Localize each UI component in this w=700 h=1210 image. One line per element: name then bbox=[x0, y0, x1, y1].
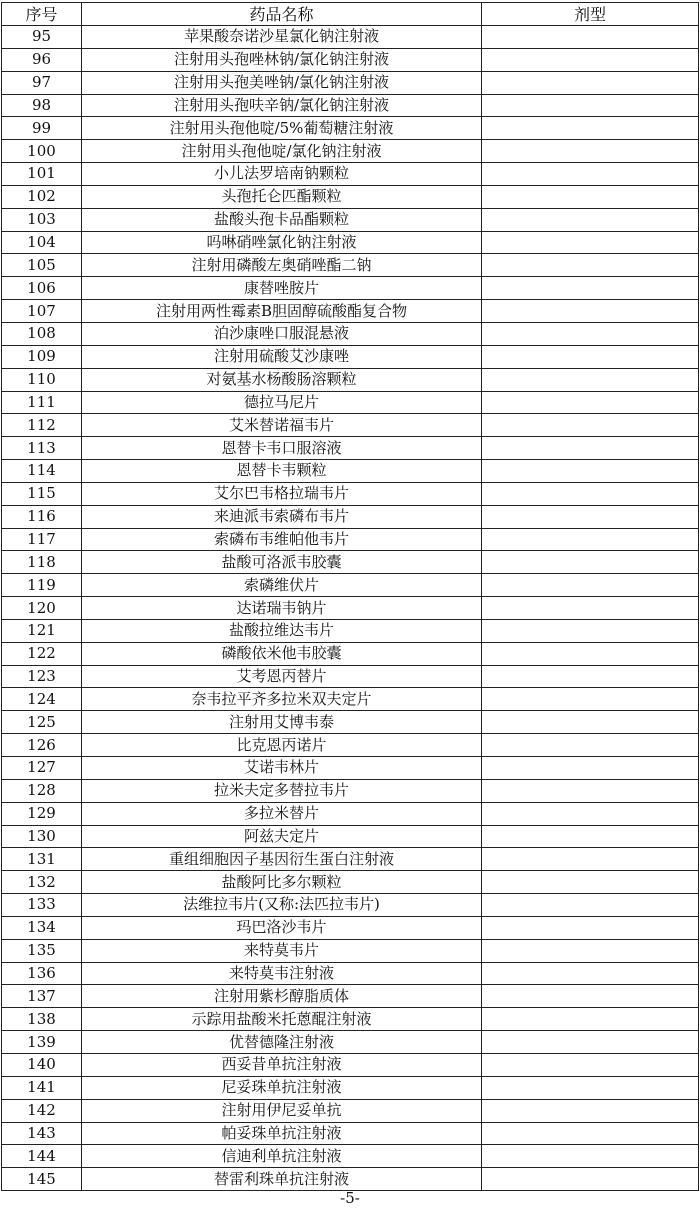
cell-drug-name: 拉米夫定多替拉韦片 bbox=[82, 779, 482, 802]
table-row bbox=[2, 94, 699, 117]
table-row bbox=[2, 779, 699, 802]
cell-drug-name: 注射用头孢呋辛钠/氯化钠注射液 bbox=[82, 94, 482, 117]
cell-serial-number: 117 bbox=[2, 528, 82, 551]
table-row bbox=[2, 894, 699, 917]
cell-dosage-form bbox=[482, 254, 699, 277]
table-row bbox=[2, 231, 699, 254]
cell-serial-number: 138 bbox=[2, 1008, 82, 1031]
cell-dosage-form bbox=[482, 962, 699, 985]
cell-drug-name: 尼妥珠单抗注射液 bbox=[82, 1076, 482, 1099]
cell-dosage-form bbox=[482, 985, 699, 1008]
cell-serial-number: 135 bbox=[2, 939, 82, 962]
table-row bbox=[2, 757, 699, 780]
cell-drug-name: 优替德隆注射液 bbox=[82, 1031, 482, 1054]
page-number: -5- bbox=[340, 1189, 360, 1207]
cell-drug-name: 盐酸头孢卡品酯颗粒 bbox=[82, 208, 482, 231]
cell-drug-name: 德拉马尼片 bbox=[82, 391, 482, 414]
cell-drug-name: 比克恩丙诺片 bbox=[82, 734, 482, 757]
cell-drug-name: 来迪派韦索磷布韦片 bbox=[82, 505, 482, 528]
header-serial-number: 序号 bbox=[2, 3, 82, 26]
table-row bbox=[2, 505, 699, 528]
cell-serial-number: 133 bbox=[2, 894, 82, 917]
cell-serial-number: 129 bbox=[2, 802, 82, 825]
cell-drug-name: 注射用头孢美唑钠/氯化钠注射液 bbox=[82, 71, 482, 94]
cell-drug-name: 达诺瑞韦钠片 bbox=[82, 597, 482, 620]
cell-drug-name: 磷酸依米他韦胶囊 bbox=[82, 642, 482, 665]
cell-serial-number: 136 bbox=[2, 962, 82, 985]
cell-dosage-form bbox=[482, 460, 699, 483]
cell-dosage-form bbox=[482, 597, 699, 620]
cell-serial-number: 137 bbox=[2, 985, 82, 1008]
cell-serial-number: 131 bbox=[2, 848, 82, 871]
cell-dosage-form bbox=[482, 871, 699, 894]
cell-drug-name: 注射用紫杉醇脂质体 bbox=[82, 985, 482, 1008]
cell-drug-name: 注射用伊尼妥单抗 bbox=[82, 1099, 482, 1122]
cell-dosage-form bbox=[482, 71, 699, 94]
cell-serial-number: 124 bbox=[2, 688, 82, 711]
table-row bbox=[2, 711, 699, 734]
cell-dosage-form bbox=[482, 277, 699, 300]
table-row bbox=[2, 117, 699, 140]
cell-dosage-form bbox=[482, 779, 699, 802]
cell-drug-name: 小儿法罗培南钠颗粒 bbox=[82, 163, 482, 186]
cell-serial-number: 108 bbox=[2, 322, 82, 345]
drug-list-table bbox=[1, 2, 699, 1191]
cell-drug-name: 对氨基水杨酸肠溶颗粒 bbox=[82, 368, 482, 391]
table-row bbox=[2, 1008, 699, 1031]
table-row bbox=[2, 208, 699, 231]
cell-serial-number: 104 bbox=[2, 231, 82, 254]
table-row bbox=[2, 825, 699, 848]
cell-serial-number: 127 bbox=[2, 757, 82, 780]
cell-dosage-form bbox=[482, 825, 699, 848]
cell-dosage-form bbox=[482, 231, 699, 254]
cell-dosage-form bbox=[482, 1122, 699, 1145]
cell-dosage-form bbox=[482, 802, 699, 825]
table-row bbox=[2, 163, 699, 186]
cell-drug-name: 信迪利单抗注射液 bbox=[82, 1145, 482, 1168]
cell-serial-number: 134 bbox=[2, 916, 82, 939]
table-row bbox=[2, 277, 699, 300]
cell-dosage-form bbox=[482, 505, 699, 528]
cell-dosage-form bbox=[482, 711, 699, 734]
table-row bbox=[2, 962, 699, 985]
table-body bbox=[2, 26, 699, 1191]
cell-serial-number: 139 bbox=[2, 1031, 82, 1054]
cell-drug-name: 盐酸阿比多尔颗粒 bbox=[82, 871, 482, 894]
cell-drug-name: 注射用艾博韦泰 bbox=[82, 711, 482, 734]
table-row bbox=[2, 734, 699, 757]
cell-dosage-form bbox=[482, 1168, 699, 1191]
cell-dosage-form bbox=[482, 1099, 699, 1122]
cell-dosage-form bbox=[482, 414, 699, 437]
table-row bbox=[2, 391, 699, 414]
cell-serial-number: 118 bbox=[2, 551, 82, 574]
cell-serial-number: 99 bbox=[2, 117, 82, 140]
cell-serial-number: 100 bbox=[2, 140, 82, 163]
cell-drug-name: 来特莫韦注射液 bbox=[82, 962, 482, 985]
cell-drug-name: 奈韦拉平齐多拉米双夫定片 bbox=[82, 688, 482, 711]
cell-serial-number: 144 bbox=[2, 1145, 82, 1168]
cell-serial-number: 130 bbox=[2, 825, 82, 848]
table-row bbox=[2, 642, 699, 665]
cell-dosage-form bbox=[482, 208, 699, 231]
table-row bbox=[2, 985, 699, 1008]
cell-drug-name: 注射用硫酸艾沙康唑 bbox=[82, 345, 482, 368]
table-row bbox=[2, 848, 699, 871]
cell-dosage-form bbox=[482, 48, 699, 71]
table-header-row bbox=[2, 3, 699, 26]
cell-serial-number: 95 bbox=[2, 26, 82, 49]
cell-serial-number: 125 bbox=[2, 711, 82, 734]
cell-drug-name: 艾米替诺福韦片 bbox=[82, 414, 482, 437]
cell-drug-name: 帕妥珠单抗注射液 bbox=[82, 1122, 482, 1145]
table-row bbox=[2, 1031, 699, 1054]
cell-dosage-form bbox=[482, 551, 699, 574]
cell-dosage-form bbox=[482, 26, 699, 49]
table-row bbox=[2, 1168, 699, 1191]
cell-drug-name: 注射用头孢他啶/氯化钠注射液 bbox=[82, 140, 482, 163]
cell-serial-number: 132 bbox=[2, 871, 82, 894]
cell-dosage-form bbox=[482, 300, 699, 323]
cell-serial-number: 96 bbox=[2, 48, 82, 71]
table-row bbox=[2, 802, 699, 825]
cell-dosage-form bbox=[482, 757, 699, 780]
cell-serial-number: 141 bbox=[2, 1076, 82, 1099]
table-row bbox=[2, 1053, 699, 1076]
cell-serial-number: 105 bbox=[2, 254, 82, 277]
cell-serial-number: 143 bbox=[2, 1122, 82, 1145]
cell-dosage-form bbox=[482, 848, 699, 871]
cell-dosage-form bbox=[482, 368, 699, 391]
cell-serial-number: 112 bbox=[2, 414, 82, 437]
cell-drug-name: 盐酸拉维达韦片 bbox=[82, 619, 482, 642]
cell-dosage-form bbox=[482, 916, 699, 939]
cell-drug-name: 多拉米替片 bbox=[82, 802, 482, 825]
cell-drug-name: 重组细胞因子基因衍生蛋白注射液 bbox=[82, 848, 482, 871]
table-row bbox=[2, 528, 699, 551]
cell-drug-name: 康替唑胺片 bbox=[82, 277, 482, 300]
cell-dosage-form bbox=[482, 574, 699, 597]
cell-drug-name: 法维拉韦片(又称:法匹拉韦片) bbox=[82, 894, 482, 917]
table-row bbox=[2, 551, 699, 574]
table-row bbox=[2, 254, 699, 277]
cell-drug-name: 盐酸可洛派韦胶囊 bbox=[82, 551, 482, 574]
cell-serial-number: 126 bbox=[2, 734, 82, 757]
cell-drug-name: 注射用磷酸左奥硝唑酯二钠 bbox=[82, 254, 482, 277]
cell-dosage-form bbox=[482, 1076, 699, 1099]
cell-dosage-form bbox=[482, 528, 699, 551]
cell-serial-number: 103 bbox=[2, 208, 82, 231]
cell-serial-number: 106 bbox=[2, 277, 82, 300]
cell-drug-name: 替雷利珠单抗注射液 bbox=[82, 1168, 482, 1191]
table-row bbox=[2, 414, 699, 437]
cell-serial-number: 123 bbox=[2, 665, 82, 688]
cell-dosage-form bbox=[482, 391, 699, 414]
table-row bbox=[2, 322, 699, 345]
cell-serial-number: 140 bbox=[2, 1053, 82, 1076]
cell-drug-name: 来特莫韦片 bbox=[82, 939, 482, 962]
cell-dosage-form bbox=[482, 1031, 699, 1054]
cell-dosage-form bbox=[482, 163, 699, 186]
table-row bbox=[2, 1099, 699, 1122]
cell-serial-number: 113 bbox=[2, 437, 82, 460]
table-row bbox=[2, 916, 699, 939]
cell-dosage-form bbox=[482, 894, 699, 917]
cell-drug-name: 索磷布韦维帕他韦片 bbox=[82, 528, 482, 551]
table-row bbox=[2, 939, 699, 962]
table-row bbox=[2, 71, 699, 94]
table-row bbox=[2, 300, 699, 323]
cell-serial-number: 102 bbox=[2, 185, 82, 208]
cell-drug-name: 示踪用盐酸米托蒽醌注射液 bbox=[82, 1008, 482, 1031]
cell-drug-name: 索磷维伏片 bbox=[82, 574, 482, 597]
cell-drug-name: 注射用头孢他啶/5%葡萄糖注射液 bbox=[82, 117, 482, 140]
cell-dosage-form bbox=[482, 1053, 699, 1076]
cell-drug-name: 恩替卡韦颗粒 bbox=[82, 460, 482, 483]
cell-serial-number: 121 bbox=[2, 619, 82, 642]
cell-dosage-form bbox=[482, 140, 699, 163]
table-row bbox=[2, 665, 699, 688]
cell-serial-number: 114 bbox=[2, 460, 82, 483]
table-row bbox=[2, 48, 699, 71]
header-drug-name: 药品名称 bbox=[82, 3, 482, 26]
table-row bbox=[2, 619, 699, 642]
cell-drug-name: 恩替卡韦口服溶液 bbox=[82, 437, 482, 460]
cell-serial-number: 145 bbox=[2, 1168, 82, 1191]
cell-serial-number: 98 bbox=[2, 94, 82, 117]
cell-dosage-form bbox=[482, 642, 699, 665]
cell-dosage-form bbox=[482, 185, 699, 208]
cell-dosage-form bbox=[482, 665, 699, 688]
table-row bbox=[2, 574, 699, 597]
cell-serial-number: 142 bbox=[2, 1099, 82, 1122]
cell-drug-name: 阿兹夫定片 bbox=[82, 825, 482, 848]
table-row bbox=[2, 688, 699, 711]
cell-dosage-form bbox=[482, 939, 699, 962]
table-row bbox=[2, 345, 699, 368]
table-row bbox=[2, 26, 699, 49]
cell-dosage-form bbox=[482, 619, 699, 642]
cell-drug-name: 西妥昔单抗注射液 bbox=[82, 1053, 482, 1076]
cell-serial-number: 128 bbox=[2, 779, 82, 802]
cell-serial-number: 107 bbox=[2, 300, 82, 323]
cell-serial-number: 97 bbox=[2, 71, 82, 94]
cell-dosage-form bbox=[482, 437, 699, 460]
table-row bbox=[2, 437, 699, 460]
cell-dosage-form bbox=[482, 117, 699, 140]
cell-dosage-form bbox=[482, 1145, 699, 1168]
cell-serial-number: 119 bbox=[2, 574, 82, 597]
cell-serial-number: 110 bbox=[2, 368, 82, 391]
cell-drug-name: 艾尔巴韦格拉瑞韦片 bbox=[82, 482, 482, 505]
cell-drug-name: 注射用头孢唑林钠/氯化钠注射液 bbox=[82, 48, 482, 71]
cell-serial-number: 109 bbox=[2, 345, 82, 368]
cell-serial-number: 115 bbox=[2, 482, 82, 505]
cell-drug-name: 泊沙康唑口服混悬液 bbox=[82, 322, 482, 345]
header-dosage-form: 剂型 bbox=[482, 3, 699, 26]
cell-dosage-form bbox=[482, 94, 699, 117]
table-row bbox=[2, 597, 699, 620]
table-row bbox=[2, 1076, 699, 1099]
cell-drug-name: 艾诺韦林片 bbox=[82, 757, 482, 780]
cell-drug-name: 艾考恩丙替片 bbox=[82, 665, 482, 688]
cell-drug-name: 头孢托仑匹酯颗粒 bbox=[82, 185, 482, 208]
cell-dosage-form bbox=[482, 482, 699, 505]
table-row bbox=[2, 140, 699, 163]
cell-serial-number: 101 bbox=[2, 163, 82, 186]
cell-dosage-form bbox=[482, 322, 699, 345]
cell-serial-number: 116 bbox=[2, 505, 82, 528]
table-row bbox=[2, 460, 699, 483]
cell-serial-number: 111 bbox=[2, 391, 82, 414]
cell-dosage-form bbox=[482, 1008, 699, 1031]
cell-dosage-form bbox=[482, 345, 699, 368]
cell-drug-name: 吗啉硝唑氯化钠注射液 bbox=[82, 231, 482, 254]
table-row bbox=[2, 185, 699, 208]
table-row bbox=[2, 1122, 699, 1145]
table-row bbox=[2, 368, 699, 391]
table-row bbox=[2, 482, 699, 505]
cell-serial-number: 122 bbox=[2, 642, 82, 665]
cell-dosage-form bbox=[482, 688, 699, 711]
cell-drug-name: 玛巴洛沙韦片 bbox=[82, 916, 482, 939]
cell-serial-number: 120 bbox=[2, 597, 82, 620]
table-row bbox=[2, 871, 699, 894]
cell-drug-name: 苹果酸奈诺沙星氯化钠注射液 bbox=[82, 26, 482, 49]
cell-dosage-form bbox=[482, 734, 699, 757]
cell-drug-name: 注射用两性霉素B胆固醇硫酸酯复合物 bbox=[82, 300, 482, 323]
table-row bbox=[2, 1145, 699, 1168]
